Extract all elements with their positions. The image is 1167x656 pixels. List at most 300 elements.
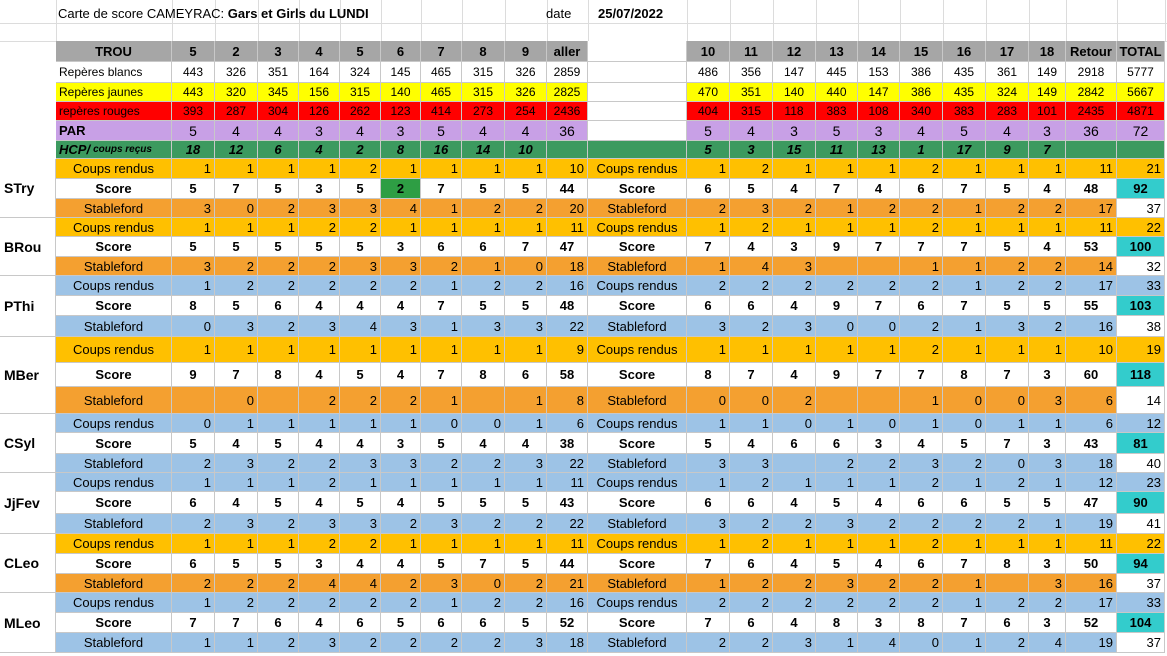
gap-cell [588,121,687,141]
coups-value: 1 [986,534,1029,554]
coups-retour: 11 [1066,534,1117,554]
coups-value: 2 [687,593,730,613]
coups-value: 1 [943,218,986,237]
coups-value: 1 [215,473,258,492]
coups-value: 2 [900,534,943,554]
stableford-value: 2 [730,633,773,653]
player-name: MBer [0,337,56,414]
course-value: 443 [172,83,215,102]
stableford-label-in: Stableford [588,633,687,653]
stableford-value [816,387,858,414]
score-label: Score [56,433,172,454]
stableford-value: 2 [858,199,900,218]
coups-aller: 6 [547,414,588,433]
coups-retour: 10 [1066,337,1117,363]
score-value: 4 [299,613,340,633]
stableford-value: 3 [381,316,421,337]
score-value: 9 [816,296,858,316]
header-hole: 14 [858,41,900,62]
stableford-value: 1 [505,387,547,414]
stableford-label-in: Stableford [588,387,687,414]
course-value: 147 [858,83,900,102]
coups-label-in: Coups rendus [588,159,687,179]
stableford-value: 1 [943,633,986,653]
coups-total: 33 [1117,276,1165,296]
gridline [0,23,1167,24]
course-value: 361 [986,62,1029,83]
score-value: 7 [215,363,258,387]
coups-label-in: Coups rendus [588,276,687,296]
stableford-value: 3 [299,316,340,337]
stableford-value: 2 [505,514,547,534]
score-value: 5 [340,237,381,257]
score-value: 7 [858,237,900,257]
coups-total: 22 [1117,534,1165,554]
coups-value: 2 [299,473,340,492]
score-value: 2 [381,179,421,199]
score-value: 6 [505,363,547,387]
course-retour: 2918 [1066,62,1117,83]
score-value: 7 [421,296,462,316]
score-value: 4 [773,363,816,387]
stableford-value: 2 [730,574,773,593]
stableford-value: 2 [421,633,462,653]
coups-value: 2 [462,593,505,613]
coups-value: 1 [505,218,547,237]
score-value: 5 [172,433,215,454]
stableford-value: 0 [730,387,773,414]
stableford-value: 3 [816,574,858,593]
course-value: 149 [1029,62,1066,83]
coups-label-in: Coups rendus [588,414,687,433]
coups-aller: 16 [547,276,588,296]
coups-label: Coups rendus [56,159,172,179]
score-value: 6 [816,433,858,454]
course-value: 3 [858,121,900,141]
course-value: 414 [421,102,462,121]
hcp-value: 3 [730,141,773,159]
stableford-value: 3 [421,574,462,593]
coups-value: 2 [900,473,943,492]
score-value: 6 [900,179,943,199]
course-value: 326 [505,83,547,102]
score-value: 4 [858,179,900,199]
score-value: 4 [462,433,505,454]
coups-value: 1 [943,593,986,613]
score-value: 5 [172,237,215,257]
course-value: 383 [816,102,858,121]
stableford-value: 1 [943,574,986,593]
course-value: 324 [986,83,1029,102]
stableford-value: 3 [462,316,505,337]
coups-value: 2 [1029,593,1066,613]
coups-value: 2 [816,593,858,613]
coups-value: 1 [773,473,816,492]
stableford-value: 2 [299,387,340,414]
score-total: 90 [1117,492,1165,514]
course-value: 486 [687,62,730,83]
course-value: 4 [505,121,547,141]
stableford-value: 1 [900,387,943,414]
stableford-value: 2 [1029,199,1066,218]
stableford-value: 3 [381,257,421,276]
coups-value: 1 [340,414,381,433]
course-retour: 36 [1066,121,1117,141]
gap-cell [588,62,687,83]
course-value: 320 [215,83,258,102]
coups-value: 1 [421,337,462,363]
score-value: 3 [381,237,421,257]
coups-value: 1 [172,337,215,363]
stableford-value: 2 [858,514,900,534]
score-aller: 44 [547,179,588,199]
coups-aller: 16 [547,593,588,613]
score-value: 7 [421,363,462,387]
coups-value: 1 [1029,414,1066,433]
stableford-value: 1 [1029,514,1066,534]
course-value: 315 [340,83,381,102]
coups-value: 1 [816,414,858,433]
score-value: 5 [505,492,547,514]
stableford-label-in: Stableford [588,574,687,593]
coups-value: 2 [381,593,421,613]
coups-retour: 11 [1066,218,1117,237]
stableford-value: 3 [172,199,215,218]
score-value: 5 [986,237,1029,257]
score-value: 4 [340,296,381,316]
score-retour: 43 [1066,433,1117,454]
score-label-in: Score [588,613,687,633]
header-hole: 6 [381,41,421,62]
coups-value: 2 [505,276,547,296]
stableford-value: 2 [943,514,986,534]
gridline [462,0,463,41]
coups-value: 1 [943,473,986,492]
score-value: 5 [381,613,421,633]
stableford-value: 0 [986,387,1029,414]
stableford-value: 0 [858,316,900,337]
course-value: 156 [299,83,340,102]
course-value: 324 [340,62,381,83]
stableford-value: 0 [215,199,258,218]
score-value: 4 [773,554,816,574]
score-value: 5 [986,296,1029,316]
score-value: 8 [943,363,986,387]
coups-value: 1 [215,337,258,363]
coups-label: Coups rendus [56,218,172,237]
coups-value: 2 [773,276,816,296]
hcp-value: 6 [258,141,299,159]
score-value: 3 [1029,613,1066,633]
coups-label: Coups rendus [56,414,172,433]
coups-value: 1 [687,159,730,179]
coups-value: 1 [215,414,258,433]
coups-value: 1 [258,414,299,433]
coups-value: 2 [858,593,900,613]
score-value: 7 [687,613,730,633]
coups-value: 1 [858,337,900,363]
stableford-value: 2 [986,514,1029,534]
stableford-value: 3 [816,514,858,534]
stableford-value: 2 [258,257,299,276]
course-retour: 2435 [1066,102,1117,121]
stableford-value: 2 [172,574,215,593]
score-value: 7 [462,554,505,574]
stableford-label-in: Stableford [588,514,687,534]
score-label: Score [56,613,172,633]
coups-value: 1 [381,218,421,237]
coups-total: 19 [1117,337,1165,363]
course-value: 351 [730,83,773,102]
score-value: 8 [258,363,299,387]
coups-value: 1 [381,473,421,492]
stableford-value [462,387,505,414]
stableford-value: 1 [943,199,986,218]
score-value: 9 [172,363,215,387]
score-value: 6 [172,492,215,514]
stableford-label-in: Stableford [588,199,687,218]
score-value: 6 [900,296,943,316]
hcp-value: 2 [340,141,381,159]
stableford-value: 0 [462,574,505,593]
title-event: Gars et Girls du LUNDI [227,6,369,21]
score-value: 5 [215,237,258,257]
coups-value: 2 [730,534,773,554]
header-trou: TROU [56,41,172,62]
coups-value: 2 [986,473,1029,492]
coups-total: 33 [1117,593,1165,613]
stableford-value: 2 [773,387,816,414]
score-value: 6 [172,554,215,574]
score-retour: 48 [1066,179,1117,199]
course-total: 5777 [1117,62,1165,83]
coups-total: 12 [1117,414,1165,433]
hcp-value: 5 [687,141,730,159]
stableford-value: 1 [172,633,215,653]
header-hole: 13 [816,41,858,62]
course-value: 149 [1029,83,1066,102]
stableford-value: 2 [172,514,215,534]
score-value: 5 [505,179,547,199]
coups-value: 2 [462,276,505,296]
stableford-value: 0 [986,454,1029,473]
coups-value: 2 [299,593,340,613]
coups-value: 1 [773,218,816,237]
score-value: 7 [730,363,773,387]
stableford-value: 2 [258,199,299,218]
gap-cell [588,102,687,121]
stableford-value: 2 [730,316,773,337]
course-value: 340 [900,102,943,121]
score-value: 8 [687,363,730,387]
coups-value: 2 [900,337,943,363]
score-label: Score [56,296,172,316]
score-value: 5 [258,433,299,454]
coups-value: 1 [340,473,381,492]
coups-value: 1 [462,473,505,492]
course-value: 465 [421,83,462,102]
coups-value: 0 [773,414,816,433]
score-value: 5 [258,237,299,257]
score-value: 8 [900,613,943,633]
stableford-value: 2 [299,257,340,276]
coups-value: 1 [687,473,730,492]
coups-value: 1 [1029,218,1066,237]
hcp-value: 13 [858,141,900,159]
course-value: 465 [421,62,462,83]
score-value: 4 [900,433,943,454]
score-aller: 38 [547,433,588,454]
coups-value: 1 [462,337,505,363]
course-value: 5 [687,121,730,141]
stableford-value: 3 [1029,454,1066,473]
stableford-label: Stableford [56,514,172,534]
stableford-total: 38 [1117,316,1165,337]
player-name: MLeo [0,593,56,653]
coups-value: 1 [421,218,462,237]
stableford-value [858,387,900,414]
stableford-retour: 14 [1066,257,1117,276]
player-name: JjFev [0,473,56,534]
score-value: 3 [1029,433,1066,454]
score-value: 4 [858,554,900,574]
stableford-value: 3 [505,316,547,337]
score-total: 118 [1117,363,1165,387]
header-hole: 3 [258,41,299,62]
coups-label-in: Coups rendus [588,218,687,237]
stableford-value: 3 [340,257,381,276]
score-value: 5 [816,554,858,574]
coups-value: 2 [730,593,773,613]
score-value: 5 [816,492,858,514]
hcp-value: 7 [1029,141,1066,159]
coups-label-in: Coups rendus [588,534,687,554]
score-value: 5 [505,296,547,316]
course-value: 126 [299,102,340,121]
score-value: 5 [421,492,462,514]
score-value: 7 [986,433,1029,454]
stableford-aller: 8 [547,387,588,414]
course-aller: 2859 [547,62,588,83]
score-value: 5 [258,554,299,574]
score-total: 94 [1117,554,1165,574]
score-value: 5 [986,492,1029,514]
score-label-in: Score [588,554,687,574]
coups-value: 1 [421,159,462,179]
stableford-aller: 18 [547,633,588,653]
coups-value: 1 [773,534,816,554]
stableford-total: 41 [1117,514,1165,534]
score-label-in: Score [588,237,687,257]
hcp-value: 15 [773,141,816,159]
stableford-total: 37 [1117,633,1165,653]
coups-value: 1 [421,593,462,613]
stableford-value: 2 [215,574,258,593]
stableford-retour: 17 [1066,199,1117,218]
stableford-value: 2 [421,257,462,276]
course-value: 164 [299,62,340,83]
stableford-retour: 19 [1066,514,1117,534]
coups-value: 1 [816,534,858,554]
stableford-value: 2 [381,574,421,593]
score-value: 4 [299,363,340,387]
stableford-value: 3 [215,454,258,473]
coups-value: 1 [858,159,900,179]
course-value: 386 [900,62,943,83]
score-label-in: Score [588,363,687,387]
stableford-value: 3 [773,257,816,276]
stableford-value: 2 [299,454,340,473]
coups-value: 2 [215,276,258,296]
coups-value: 1 [687,218,730,237]
stableford-value: 3 [1029,574,1066,593]
stableford-value: 2 [900,514,943,534]
stableford-value: 2 [258,316,299,337]
stableford-label: Stableford [56,257,172,276]
score-value: 6 [462,613,505,633]
hcp-retour [1066,141,1117,159]
course-value: 440 [816,83,858,102]
coups-value: 1 [773,337,816,363]
coups-value: 2 [505,593,547,613]
stableford-value: 3 [687,454,730,473]
hcp-value: 1 [900,141,943,159]
coups-value: 0 [858,414,900,433]
player-name: CSyl [0,414,56,473]
header-hole: 10 [687,41,730,62]
score-retour: 60 [1066,363,1117,387]
score-value: 8 [816,613,858,633]
stableford-value: 2 [258,633,299,653]
coups-total: 23 [1117,473,1165,492]
course-value: 5 [816,121,858,141]
score-value: 5 [215,296,258,316]
coups-value: 2 [986,593,1029,613]
coups-value: 1 [943,276,986,296]
stableford-value: 3 [687,316,730,337]
stableford-value: 1 [900,257,943,276]
stableford-value: 2 [381,514,421,534]
gridline [1029,0,1030,41]
coups-value: 1 [1029,159,1066,179]
score-value: 9 [816,237,858,257]
header-hole: 5 [172,41,215,62]
score-aller: 52 [547,613,588,633]
header-hole: 15 [900,41,943,62]
stableford-value: 2 [258,574,299,593]
hcp-value: 16 [421,141,462,159]
stableford-value: 3 [687,514,730,534]
course-row-label: PAR [56,121,172,141]
score-value: 4 [773,296,816,316]
coups-value: 2 [381,276,421,296]
coups-value: 1 [773,159,816,179]
score-value: 5 [462,179,505,199]
score-value: 4 [858,492,900,514]
coups-retour: 12 [1066,473,1117,492]
coups-aller: 11 [547,473,588,492]
header-hole: 2 [215,41,258,62]
hcp-value: 18 [172,141,215,159]
course-value: 4 [986,121,1029,141]
score-value: 7 [900,363,943,387]
score-total: 100 [1117,237,1165,257]
stableford-value: 3 [299,199,340,218]
stableford-value: 2 [381,387,421,414]
hcp-value: 14 [462,141,505,159]
stableford-value: 3 [340,454,381,473]
course-value: 3 [1029,121,1066,141]
